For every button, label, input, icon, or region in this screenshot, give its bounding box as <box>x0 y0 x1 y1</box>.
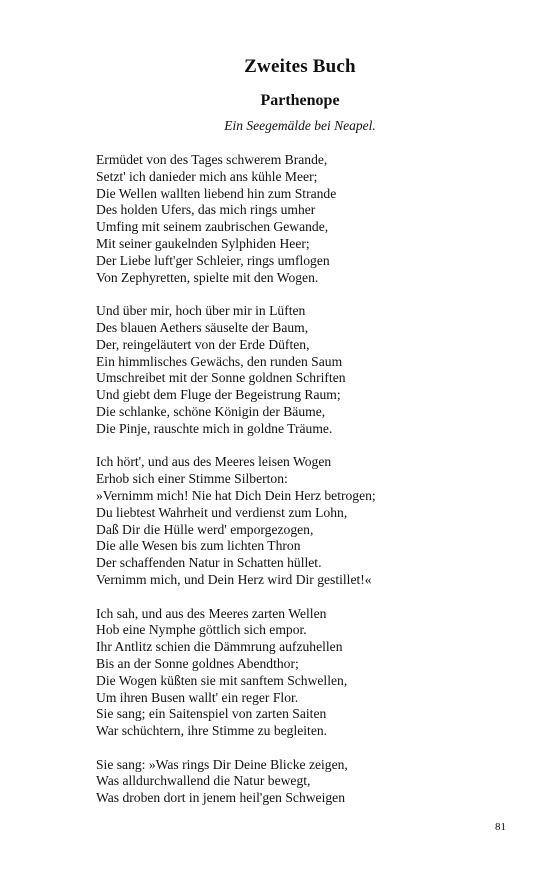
poem-line: Die Pinje, rauschte mich in goldne Träume. <box>96 420 333 436</box>
stanza <box>96 454 536 588</box>
poem-line: Hob eine Nymphe göttlich sich empor. <box>96 622 307 638</box>
poem-line: Umschreibet mit der Sonne goldnen Schriften <box>96 370 346 386</box>
page-number: 81 <box>495 821 506 833</box>
poem-line: Und über mir, hoch über mir in Lüften <box>96 303 306 319</box>
poem-line: Bis an der Sonne goldnes Abendthor; <box>96 655 299 671</box>
poem-title: Parthenope <box>260 92 340 109</box>
poem-line: Mit seiner gaukelnden Sylphiden Heer; <box>96 235 310 251</box>
poem-line: Ich sah, und aus des Meeres zarten Wellen <box>96 605 327 621</box>
poem-line: Setzt' ich danieder mich ans kühle Meer; <box>96 168 318 184</box>
poem-line: Um ihren Busen wallt' ein reger Flor. <box>96 689 299 705</box>
stanza <box>96 303 536 437</box>
poem-line: Ein himmlisches Gewächs, den runden Saum <box>96 353 343 369</box>
poem-line: Du liebtest Wahrheit und verdienst zum Lohn, <box>96 504 348 520</box>
poem-line: Die alle Wesen bis zum lichten Thron <box>96 538 301 554</box>
poem-line: Erhob sich einer Stimme Silberton: <box>96 471 288 487</box>
poem-line: Des blauen Aethers säuselte der Baum, <box>96 319 309 335</box>
poem-line: Daß Dir die Hülle werd' emporgezogen, <box>96 521 314 537</box>
poem-line: Der schaffenden Natur in Schatten hüllet. <box>96 555 322 571</box>
poem-line: Von Zephyretten, spielte mit den Wogen. <box>96 269 319 285</box>
poem-line: Ermüdet von des Tages schwerem Brande, <box>96 152 328 167</box>
poem-line: Und giebt dem Fluge der Begeistrung Raum; <box>96 387 341 403</box>
poem-line: Vernimm mich, und Dein Herz wird Dir gestillet!« <box>96 571 372 587</box>
poem-line: Umfing mit seinem zaubrischen Gewande, <box>96 219 329 235</box>
poem-line: Was droben dort in jenem heil'gen Schweigen <box>96 790 345 806</box>
stanza <box>96 152 536 286</box>
poem-line: Die Wogen küßten sie mit sanftem Schwellen, <box>96 672 348 688</box>
stanza <box>96 757 536 807</box>
poem-line: War schüchtern, ihre Stimme zu begleiten. <box>96 723 328 739</box>
poem-line: Die Wellen wallten liebend hin zum Strande <box>96 185 337 201</box>
stanza <box>96 606 536 740</box>
poem-line: Der, reingeläutert von der Erde Düften, <box>96 336 310 352</box>
poem-line: Ich hört', und aus des Meeres leisen Wogen <box>96 454 332 470</box>
poem-line: Was alldurchwallend die Natur bewegt, <box>96 773 311 789</box>
poem-subtitle: Ein Seegemälde bei Neapel. <box>224 118 376 133</box>
book-title: Zweites Buch <box>244 56 356 77</box>
poem-line: Sie sang: »Was rings Dir Deine Blicke zeigen, <box>96 756 348 772</box>
poem-body <box>96 152 536 824</box>
poem-line: Die schlanke, schöne Königin der Bäume, <box>96 403 326 419</box>
poem-line: Ihr Antlitz schien die Dämmrung aufzuhellen <box>96 639 343 655</box>
poem-line: »Vernimm mich! Nie hat Dich Dein Herz betrogen; <box>96 487 376 503</box>
poem-line: Des holden Ufers, das mich rings umher <box>96 202 316 218</box>
poem-line: Sie sang; ein Saitenspiel von zarten Saiten <box>96 706 327 722</box>
poem-line: Der Liebe luft'ger Schleier, rings umflogen <box>96 252 330 268</box>
